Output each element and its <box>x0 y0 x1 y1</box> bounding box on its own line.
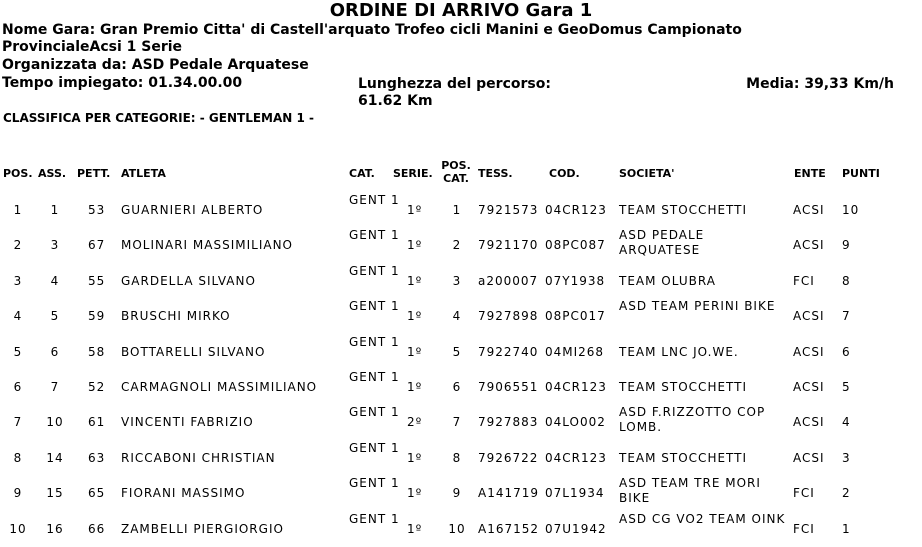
row-societa: ASD CG VO2 TEAM OINK <box>619 511 786 526</box>
row-pos: 6 <box>13 380 23 394</box>
row-societa: TEAM STOCCHETTI <box>619 450 748 465</box>
row-atleta: ZAMBELLI PIERGIORGIO <box>121 521 284 536</box>
row-ass: 7 <box>50 380 60 394</box>
row-tess: 7921170 <box>478 238 539 253</box>
row-pos-cat: 10 <box>448 521 466 536</box>
row-ente: FCI <box>793 273 815 288</box>
row-pos: 3 <box>13 273 23 288</box>
row-cat: GENT 1 <box>349 193 400 207</box>
row-ente: ACSI <box>793 309 825 324</box>
row-cod: 08PC087 <box>545 238 606 253</box>
row-tess: 7927883 <box>478 415 539 430</box>
row-serie: 1º <box>407 273 423 288</box>
row-pett: 52 <box>88 380 106 394</box>
row-pos: 1 <box>13 203 23 217</box>
col-tess: TESS. <box>478 167 513 180</box>
row-societa: ASD F.RIZZOTTO COP LOMB. <box>619 405 766 435</box>
row-pos-cat: 9 <box>452 486 462 501</box>
row-pos-cat: 6 <box>452 380 462 394</box>
row-cat: GENT 1 <box>349 370 400 384</box>
table-row <box>0 511 922 546</box>
row-cod: 04MI268 <box>545 344 605 359</box>
table-row <box>0 440 922 475</box>
row-societa: TEAM OLUBRA <box>619 273 716 288</box>
row-serie: 2º <box>407 415 423 430</box>
row-ass: 1 <box>50 203 60 217</box>
row-cod: 07L1934 <box>545 486 605 501</box>
row-cod: 07Y1938 <box>545 273 606 288</box>
row-serie: 1º <box>407 203 423 217</box>
row-tess: A167152 <box>478 521 540 536</box>
row-ente: ACSI <box>793 450 825 465</box>
row-ass: 10 <box>46 415 64 430</box>
row-pos-cat: 2 <box>452 238 462 253</box>
table-row <box>0 475 922 510</box>
row-punti: 5 <box>842 380 851 394</box>
row-pos-cat: 4 <box>452 309 462 324</box>
row-pos: 8 <box>13 450 23 465</box>
row-tess: 7927898 <box>478 309 539 324</box>
row-ente: ACSI <box>793 238 825 253</box>
row-punti: 9 <box>842 238 851 253</box>
row-tess: 7922740 <box>478 344 539 359</box>
row-tess: a200007 <box>478 273 539 288</box>
col-societa: SOCIETA' <box>619 167 675 180</box>
row-punti: 3 <box>842 450 851 465</box>
row-pett: 65 <box>88 486 106 501</box>
row-pett: 59 <box>88 309 106 324</box>
row-societa: TEAM STOCCHETTI <box>619 203 748 217</box>
row-atleta: FIORANI MASSIMO <box>121 486 246 501</box>
row-ass: 14 <box>46 450 64 465</box>
row-cod: 07U1942 <box>545 521 607 536</box>
col-serie: SERIE. <box>393 167 433 180</box>
row-tess: 7906551 <box>478 380 539 394</box>
row-ente: ACSI <box>793 380 825 394</box>
row-cod: 08PC017 <box>545 309 606 324</box>
organizer: Organizzata da: ASD Pedale Arquatese <box>2 57 309 73</box>
row-cat: GENT 1 <box>349 334 400 349</box>
col-ass: ASS. <box>38 167 67 180</box>
row-pos: 9 <box>13 486 23 501</box>
row-pos-cat: 3 <box>452 273 462 288</box>
row-ass: 16 <box>46 521 64 536</box>
row-serie: 1º <box>407 344 423 359</box>
col-ente: ENTE <box>794 167 826 180</box>
row-ente: FCI <box>793 521 815 536</box>
row-atleta: BRUSCHI MIRKO <box>121 309 231 324</box>
row-tess: 7921573 <box>478 203 539 217</box>
table-row <box>0 227 922 262</box>
row-cod: 04LO002 <box>545 415 606 430</box>
row-tess: A141719 <box>478 486 540 501</box>
row-cat: GENT 1 <box>349 405 400 420</box>
row-serie: 1º <box>407 238 423 253</box>
row-punti: 10 <box>842 203 860 217</box>
row-pos: 10 <box>9 521 27 536</box>
table-row <box>0 263 922 298</box>
row-atleta: MOLINARI MASSIMILIANO <box>121 238 293 253</box>
col-cat: CAT. <box>349 167 375 180</box>
time-elapsed: Tempo impiegato: 01.34.00.00 <box>2 75 243 91</box>
row-punti: 1 <box>842 521 851 536</box>
table-row <box>0 298 922 333</box>
race-name: Nome Gara: Gran Premio Citta' di Castell'arquato Trofeo cicli Manini e GeoDomus Campionato ProvincialeAcsi 1 Serie <box>2 22 742 55</box>
row-ass: 6 <box>50 344 60 359</box>
col-pos: POS. <box>3 167 33 180</box>
row-pett: 61 <box>88 415 106 430</box>
row-ass: 4 <box>50 273 60 288</box>
table-row <box>0 369 922 404</box>
row-ente: ACSI <box>793 415 825 430</box>
table-row <box>0 192 922 227</box>
average-speed: Media: 39,33 Km/h <box>746 76 894 92</box>
table-row <box>0 404 922 439</box>
col-cod: COD. <box>549 167 580 180</box>
row-cat: GENT 1 <box>349 263 400 278</box>
category-heading: CLASSIFICA PER CATEGORIE: - GENTLEMAN 1 - <box>3 111 315 125</box>
row-cat: GENT 1 <box>349 476 400 491</box>
row-tess: 7926722 <box>478 450 539 465</box>
row-punti: 4 <box>842 415 851 430</box>
row-pett: 63 <box>88 450 106 465</box>
page-title: ORDINE DI ARRIVO Gara 1 <box>329 0 593 21</box>
row-pos-cat: 5 <box>452 344 462 359</box>
row-pett: 55 <box>88 273 106 288</box>
row-societa: TEAM STOCCHETTI <box>619 380 748 394</box>
row-cat: GENT 1 <box>349 440 400 455</box>
table-row <box>0 334 922 369</box>
row-atleta: VINCENTI FABRIZIO <box>121 415 254 430</box>
row-serie: 1º <box>407 450 423 465</box>
row-pos: 5 <box>13 344 23 359</box>
row-atleta: GUARNIERI ALBERTO <box>121 203 264 217</box>
row-serie: 1º <box>407 380 423 394</box>
row-pos-cat: 8 <box>452 450 462 465</box>
row-ass: 3 <box>50 238 60 253</box>
row-ass: 5 <box>50 309 60 324</box>
row-pett: 67 <box>88 238 106 253</box>
row-societa: ASD TEAM TRE MORI BIKE <box>619 476 761 506</box>
row-atleta: BOTTARELLI SILVANO <box>121 344 266 359</box>
row-societa: TEAM LNC JO.WE. <box>619 344 739 359</box>
col-pos-cat: POS. CAT. <box>441 159 471 185</box>
row-pett: 53 <box>88 203 106 217</box>
col-atleta: ATLETA <box>121 167 166 180</box>
row-serie: 1º <box>407 521 423 536</box>
col-punti: PUNTI <box>842 167 880 180</box>
row-ente: FCI <box>793 486 815 501</box>
row-ass: 15 <box>46 486 64 501</box>
row-atleta: CARMAGNOLI MASSIMILIANO <box>121 380 318 394</box>
row-cod: 04CR123 <box>545 380 607 394</box>
row-pett: 66 <box>88 521 106 536</box>
row-punti: 2 <box>842 486 851 501</box>
row-serie: 1º <box>407 486 423 501</box>
col-pett: PETT. <box>77 167 111 180</box>
row-punti: 7 <box>842 309 851 324</box>
row-punti: 6 <box>842 344 851 359</box>
row-pett: 58 <box>88 344 106 359</box>
row-societa: ASD PEDALE ARQUATESE <box>619 228 705 258</box>
row-punti: 8 <box>842 273 851 288</box>
row-atleta: RICCABONI CHRISTIAN <box>121 450 276 465</box>
row-cat: GENT 1 <box>349 511 400 526</box>
row-ente: ACSI <box>793 344 825 359</box>
row-atleta: GARDELLA SILVANO <box>121 273 256 288</box>
row-cod: 04CR123 <box>545 203 607 217</box>
row-societa: ASD TEAM PERINI BIKE <box>619 299 776 314</box>
row-ente: ACSI <box>793 203 825 217</box>
row-cat: GENT 1 <box>349 299 400 314</box>
row-pos-cat: 1 <box>452 203 462 217</box>
row-pos: 2 <box>13 238 23 253</box>
row-serie: 1º <box>407 309 423 324</box>
route-length: Lunghezza del percorso: 61.62 Km <box>358 76 551 109</box>
row-cod: 04CR123 <box>545 450 607 465</box>
row-pos: 4 <box>13 309 23 324</box>
row-pos: 7 <box>13 415 23 430</box>
row-cat: GENT 1 <box>349 228 400 243</box>
row-pos-cat: 7 <box>452 415 462 430</box>
